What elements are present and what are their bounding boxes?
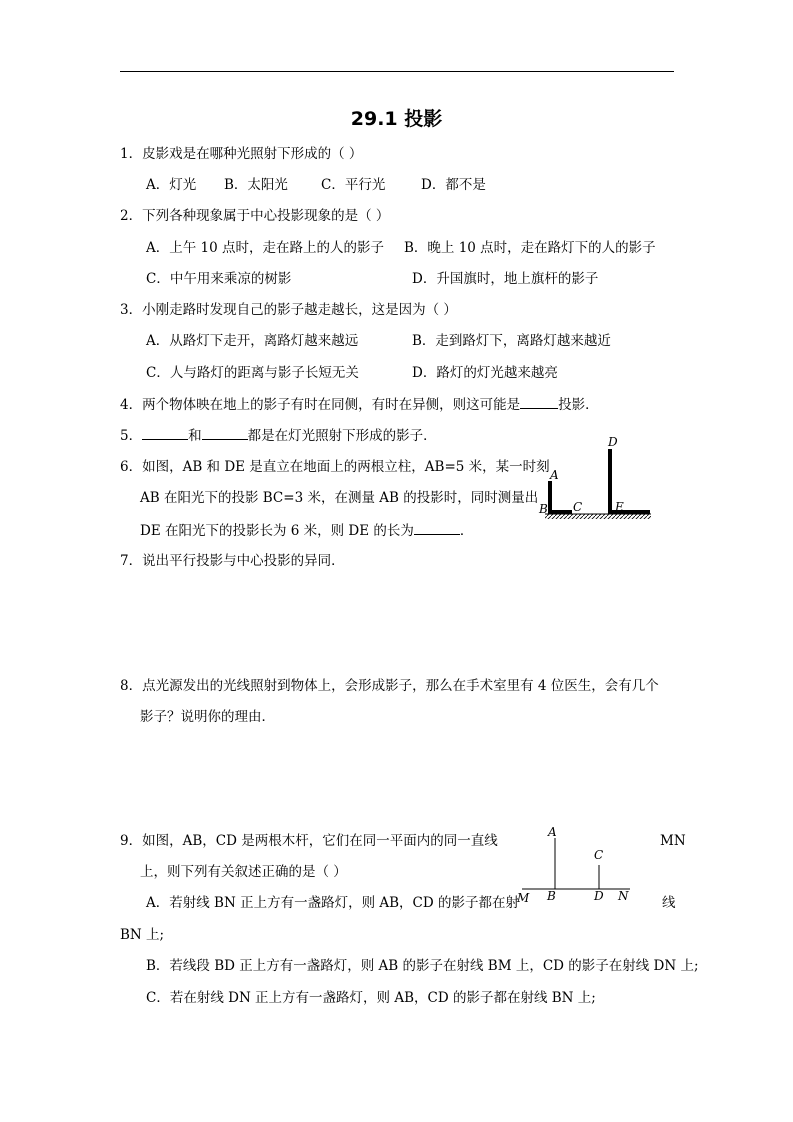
- q4-suffix: 投影．: [558, 397, 599, 413]
- q6-line-1: 6．如图，AB 和 DE 是直立在地面上的两根立柱，AB=5 米，某一时刻: [120, 459, 550, 475]
- q6-post-ab: [548, 481, 552, 514]
- q1-stem: 1．皮影戏是在哪种光照射下形成的（ ）: [120, 146, 363, 162]
- q5-suffix: 都是在灯光照射下形成的影子．: [247, 428, 437, 444]
- q6-line-3: [140, 521, 473, 540]
- q2-option-d: D．升国旗时，地上旗杆的影子: [412, 271, 599, 287]
- q9-label-d: D: [594, 889, 604, 903]
- q3-option-c: C．人与路灯的距离与影子长短无关: [146, 365, 359, 381]
- q9-option-b: B．若线段 BD 正上方有一盏路灯，则 AB 的影子在射线 BM 上，CD 的影子在射线 DN 上;: [146, 958, 699, 974]
- q9-line-2: 上，则下列有关叙述正确的是（ ）: [140, 864, 347, 880]
- q2-option-c: C．中午用来乘凉的树影: [146, 271, 292, 287]
- q2-option-b: B．晚上 10 点时，走在路灯下的人的影子: [404, 240, 656, 256]
- q5-mid: 和: [188, 428, 202, 444]
- page-title: 29.1 投影: [350, 108, 443, 130]
- q1-option-a: A．灯光: [146, 177, 197, 193]
- q5-line: [120, 426, 437, 445]
- q9-label-m: M: [517, 891, 530, 905]
- q8-line-2: 影子？说明你的理由．: [140, 709, 275, 725]
- q9-option-a-line-2: BN 上;: [120, 927, 165, 943]
- q9-label-b: B: [547, 889, 556, 903]
- q6-line-2: AB 在阳光下的投影 BC=3 米，在测量 AB 的投影时，同时测量出: [140, 490, 539, 506]
- q3-option-b: B．走到路灯下，离路灯越来越近: [412, 333, 611, 349]
- q2-stem: 2．下列各种现象属于中心投影现象的是（ ）: [120, 208, 390, 224]
- q9-line-1: 9．如图，AB，CD 是两根木杆，它们在同一平面内的同一直线: [120, 833, 498, 849]
- q3-stem: 3．小刚走路时发现自己的影子越走越长，这是因为（ ）: [120, 302, 457, 318]
- q6-label-a: A: [550, 468, 559, 482]
- q9-figure: [512, 822, 642, 906]
- q6-label-c: C: [573, 500, 583, 514]
- q6-line-3-end: ．: [459, 523, 474, 539]
- q5-answer-blank-2[interactable]: [202, 426, 248, 440]
- q6-ground-hatching: [545, 514, 651, 519]
- q4-prefix: 4．两个物体映在地上的影子有时在同侧，有时在异侧，则这可能是: [120, 397, 521, 413]
- q1-option-c: C．平行光: [321, 177, 386, 193]
- q1-option-d: D．都不是: [421, 177, 486, 193]
- q9-option-a-line-1-end: 线: [662, 895, 676, 911]
- q2-option-a: A．上午 10 点时，走在路上的人的影子: [146, 240, 385, 256]
- q6-line-3-text: DE 在阳光下的投影长为 6 米，则 DE 的长为: [140, 523, 414, 539]
- q8-line-1: 8．点光源发出的光线照射到物体上，会形成影子，那么在手术室里有 4 位医生，会有几个: [120, 678, 659, 694]
- q6-shadow-bc: [548, 510, 572, 514]
- q9-line-1-end: MN: [660, 833, 686, 849]
- q3-option-d: D．路灯的灯光越来越亮: [412, 365, 558, 381]
- q6-label-e: E: [615, 500, 624, 514]
- q6-answer-blank[interactable]: [414, 521, 460, 535]
- q6-figure: [535, 432, 655, 524]
- q6-post-de: [608, 449, 612, 514]
- q1-option-b: B．太阳光: [224, 177, 288, 193]
- q6-label-d: D: [608, 435, 618, 449]
- q9-label-c: C: [594, 848, 604, 862]
- header-rule: [120, 71, 674, 72]
- q6-label-b: B: [539, 502, 548, 516]
- q3-option-a: A．从路灯下走开，离路灯越来越远: [146, 333, 359, 349]
- q9-option-a-line-1: A．若射线 BN 正上方有一盏路灯，则 AB，CD 的影子都在射: [146, 895, 519, 911]
- q4-line: [120, 395, 599, 414]
- q4-answer-blank[interactable]: [520, 395, 558, 409]
- q9-label-a: A: [548, 825, 557, 839]
- q9-option-c: C．若在射线 DN 正上方有一盏路灯，则 AB，CD 的影子都在射线 BN 上;: [146, 990, 596, 1006]
- q9-label-n: N: [618, 889, 629, 903]
- q7-stem: 7．说出平行投影与中心投影的异同．: [120, 553, 345, 569]
- q5-answer-blank-1[interactable]: [142, 426, 188, 440]
- q5-prefix: 5．: [120, 428, 143, 444]
